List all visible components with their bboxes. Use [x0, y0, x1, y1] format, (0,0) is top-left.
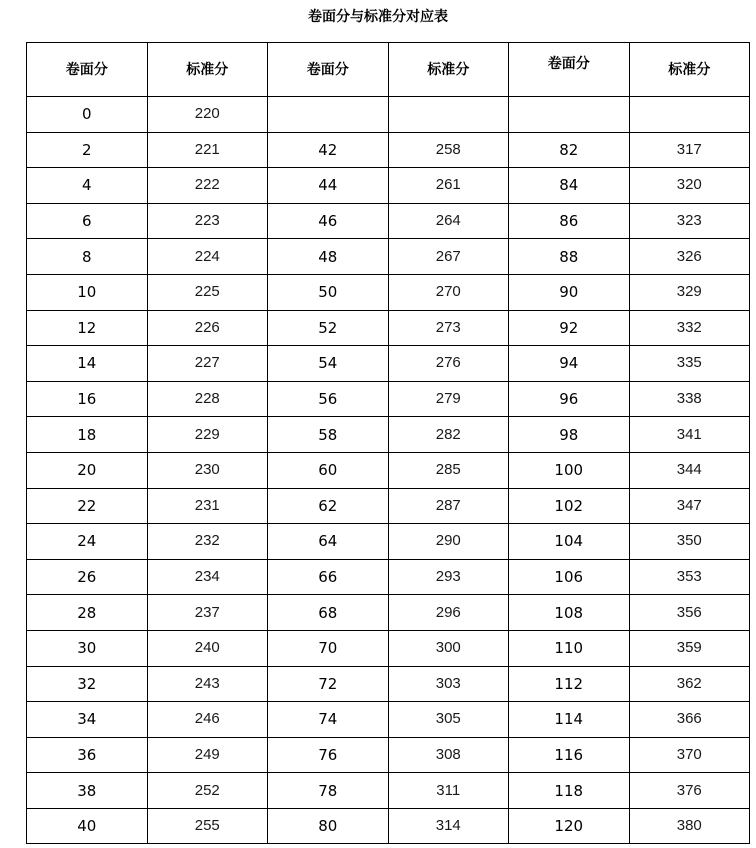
cell-raw-score-1: 4: [27, 168, 148, 204]
cell-raw-score-1: 14: [27, 346, 148, 382]
cell-standard-score-1: 230: [147, 452, 268, 488]
cell-standard-score-3: 344: [629, 452, 750, 488]
cell-standard-score-2: [388, 97, 509, 133]
cell-raw-score-3: 100: [509, 452, 630, 488]
cell-raw-score-1: 6: [27, 203, 148, 239]
table-row: [27, 346, 750, 382]
cell-raw-score-2: 44: [268, 168, 389, 204]
cell-raw-score-2: 70: [268, 630, 389, 666]
cell-standard-score-3: 350: [629, 524, 750, 560]
cell-raw-score-1: 34: [27, 702, 148, 738]
cell-standard-score-2: 270: [388, 274, 509, 310]
cell-standard-score-3: 347: [629, 488, 750, 524]
cell-standard-score-3: 332: [629, 310, 750, 346]
table-row: [27, 310, 750, 346]
header-standard-score-2: 标准分: [388, 43, 509, 97]
cell-standard-score-1: 234: [147, 559, 268, 595]
cell-raw-score-2: [268, 97, 389, 133]
cell-raw-score-1: 28: [27, 595, 148, 631]
cell-raw-score-2: 48: [268, 239, 389, 275]
cell-raw-score-2: 62: [268, 488, 389, 524]
header-raw-score-2: 卷面分: [268, 43, 389, 97]
cell-raw-score-3: [509, 97, 630, 133]
cell-raw-score-2: 58: [268, 417, 389, 453]
cell-raw-score-2: 50: [268, 274, 389, 310]
table-row: [27, 630, 750, 666]
cell-raw-score-3: 120: [509, 808, 630, 844]
cell-standard-score-2: 308: [388, 737, 509, 773]
cell-standard-score-3: 356: [629, 595, 750, 631]
cell-standard-score-2: 300: [388, 630, 509, 666]
cell-standard-score-1: 246: [147, 702, 268, 738]
cell-raw-score-2: 66: [268, 559, 389, 595]
table-row: [27, 737, 750, 773]
cell-standard-score-3: 366: [629, 702, 750, 738]
table-row: [27, 168, 750, 204]
cell-raw-score-1: 20: [27, 452, 148, 488]
cell-raw-score-1: 2: [27, 132, 148, 168]
table-row: [27, 132, 750, 168]
cell-standard-score-2: 279: [388, 381, 509, 417]
cell-standard-score-1: 225: [147, 274, 268, 310]
cell-standard-score-3: 320: [629, 168, 750, 204]
table-row: [27, 666, 750, 702]
cell-raw-score-3: 104: [509, 524, 630, 560]
header-standard-score-3: 标准分: [629, 43, 750, 97]
table-row: [27, 559, 750, 595]
cell-raw-score-1: 40: [27, 808, 148, 844]
cell-raw-score-1: 24: [27, 524, 148, 560]
table-row: [27, 452, 750, 488]
page-title: 卷面分与标准分对应表: [308, 9, 448, 25]
cell-standard-score-1: 221: [147, 132, 268, 168]
cell-raw-score-1: 30: [27, 630, 148, 666]
table-row: [27, 239, 750, 275]
cell-raw-score-1: 10: [27, 274, 148, 310]
table-row: [27, 417, 750, 453]
cell-raw-score-3: 86: [509, 203, 630, 239]
cell-raw-score-1: 26: [27, 559, 148, 595]
cell-raw-score-2: 56: [268, 381, 389, 417]
cell-standard-score-2: 305: [388, 702, 509, 738]
cell-raw-score-1: 0: [27, 97, 148, 133]
cell-raw-score-3: 112: [509, 666, 630, 702]
cell-standard-score-3: 359: [629, 630, 750, 666]
cell-standard-score-3: 329: [629, 274, 750, 310]
cell-standard-score-1: 227: [147, 346, 268, 382]
cell-raw-score-3: 110: [509, 630, 630, 666]
cell-standard-score-2: 261: [388, 168, 509, 204]
cell-standard-score-1: 243: [147, 666, 268, 702]
cell-raw-score-3: 116: [509, 737, 630, 773]
cell-standard-score-3: 380: [629, 808, 750, 844]
cell-raw-score-3: 102: [509, 488, 630, 524]
cell-standard-score-1: 249: [147, 737, 268, 773]
cell-raw-score-1: 22: [27, 488, 148, 524]
cell-standard-score-1: 252: [147, 773, 268, 809]
cell-raw-score-2: 52: [268, 310, 389, 346]
cell-standard-score-2: 311: [388, 773, 509, 809]
cell-raw-score-1: 12: [27, 310, 148, 346]
header-raw-score-3: 卷面分: [509, 43, 630, 97]
cell-raw-score-2: 72: [268, 666, 389, 702]
table-row: [27, 524, 750, 560]
cell-raw-score-1: 38: [27, 773, 148, 809]
cell-raw-score-2: 46: [268, 203, 389, 239]
cell-raw-score-3: 88: [509, 239, 630, 275]
cell-standard-score-1: 226: [147, 310, 268, 346]
table-row: [27, 773, 750, 809]
cell-standard-score-3: 341: [629, 417, 750, 453]
cell-raw-score-1: 8: [27, 239, 148, 275]
cell-standard-score-2: 273: [388, 310, 509, 346]
cell-standard-score-2: 258: [388, 132, 509, 168]
cell-standard-score-1: 222: [147, 168, 268, 204]
cell-standard-score-1: 237: [147, 595, 268, 631]
cell-standard-score-3: 323: [629, 203, 750, 239]
cell-standard-score-2: 264: [388, 203, 509, 239]
cell-standard-score-2: 287: [388, 488, 509, 524]
cell-standard-score-3: 362: [629, 666, 750, 702]
cell-standard-score-2: 303: [388, 666, 509, 702]
cell-standard-score-2: 293: [388, 559, 509, 595]
table-row: [27, 488, 750, 524]
table-row: [27, 595, 750, 631]
cell-standard-score-1: 231: [147, 488, 268, 524]
cell-raw-score-1: 16: [27, 381, 148, 417]
header-standard-score-1: 标准分: [147, 43, 268, 97]
cell-raw-score-3: 94: [509, 346, 630, 382]
cell-standard-score-3: 335: [629, 346, 750, 382]
cell-standard-score-1: 220: [147, 97, 268, 133]
cell-standard-score-2: 276: [388, 346, 509, 382]
cell-standard-score-3: 317: [629, 132, 750, 168]
cell-raw-score-2: 60: [268, 452, 389, 488]
cell-standard-score-2: 290: [388, 524, 509, 560]
cell-standard-score-3: 376: [629, 773, 750, 809]
cell-standard-score-2: 314: [388, 808, 509, 844]
cell-standard-score-1: 223: [147, 203, 268, 239]
cell-raw-score-2: 54: [268, 346, 389, 382]
cell-raw-score-1: 32: [27, 666, 148, 702]
cell-standard-score-3: 326: [629, 239, 750, 275]
cell-raw-score-2: 68: [268, 595, 389, 631]
cell-standard-score-3: 338: [629, 381, 750, 417]
table-row: [27, 97, 750, 133]
cell-raw-score-3: 84: [509, 168, 630, 204]
cell-standard-score-1: 224: [147, 239, 268, 275]
table-header-row: [27, 43, 750, 97]
cell-standard-score-2: 282: [388, 417, 509, 453]
cell-raw-score-3: 98: [509, 417, 630, 453]
cell-raw-score-2: 42: [268, 132, 389, 168]
cell-raw-score-1: 18: [27, 417, 148, 453]
cell-standard-score-1: 232: [147, 524, 268, 560]
table-row: [27, 381, 750, 417]
cell-standard-score-1: 255: [147, 808, 268, 844]
cell-raw-score-2: 74: [268, 702, 389, 738]
header-raw-score-1: 卷面分: [27, 43, 148, 97]
cell-raw-score-3: 92: [509, 310, 630, 346]
table-row: [27, 274, 750, 310]
table-body: [27, 97, 750, 844]
cell-raw-score-3: 96: [509, 381, 630, 417]
cell-standard-score-1: 240: [147, 630, 268, 666]
cell-raw-score-2: 80: [268, 808, 389, 844]
cell-standard-score-2: 285: [388, 452, 509, 488]
cell-raw-score-3: 90: [509, 274, 630, 310]
cell-raw-score-1: 36: [27, 737, 148, 773]
cell-raw-score-3: 106: [509, 559, 630, 595]
cell-raw-score-2: 64: [268, 524, 389, 560]
cell-standard-score-2: 267: [388, 239, 509, 275]
cell-raw-score-2: 78: [268, 773, 389, 809]
table-row: [27, 702, 750, 738]
cell-raw-score-3: 108: [509, 595, 630, 631]
cell-raw-score-3: 118: [509, 773, 630, 809]
score-conversion-table: [26, 42, 750, 844]
cell-standard-score-3: 353: [629, 559, 750, 595]
cell-standard-score-1: 228: [147, 381, 268, 417]
cell-raw-score-3: 82: [509, 132, 630, 168]
cell-raw-score-2: 76: [268, 737, 389, 773]
table-row: [27, 808, 750, 844]
cell-standard-score-3: [629, 97, 750, 133]
cell-standard-score-2: 296: [388, 595, 509, 631]
table-row: [27, 203, 750, 239]
cell-standard-score-1: 229: [147, 417, 268, 453]
cell-raw-score-3: 114: [509, 702, 630, 738]
cell-standard-score-3: 370: [629, 737, 750, 773]
